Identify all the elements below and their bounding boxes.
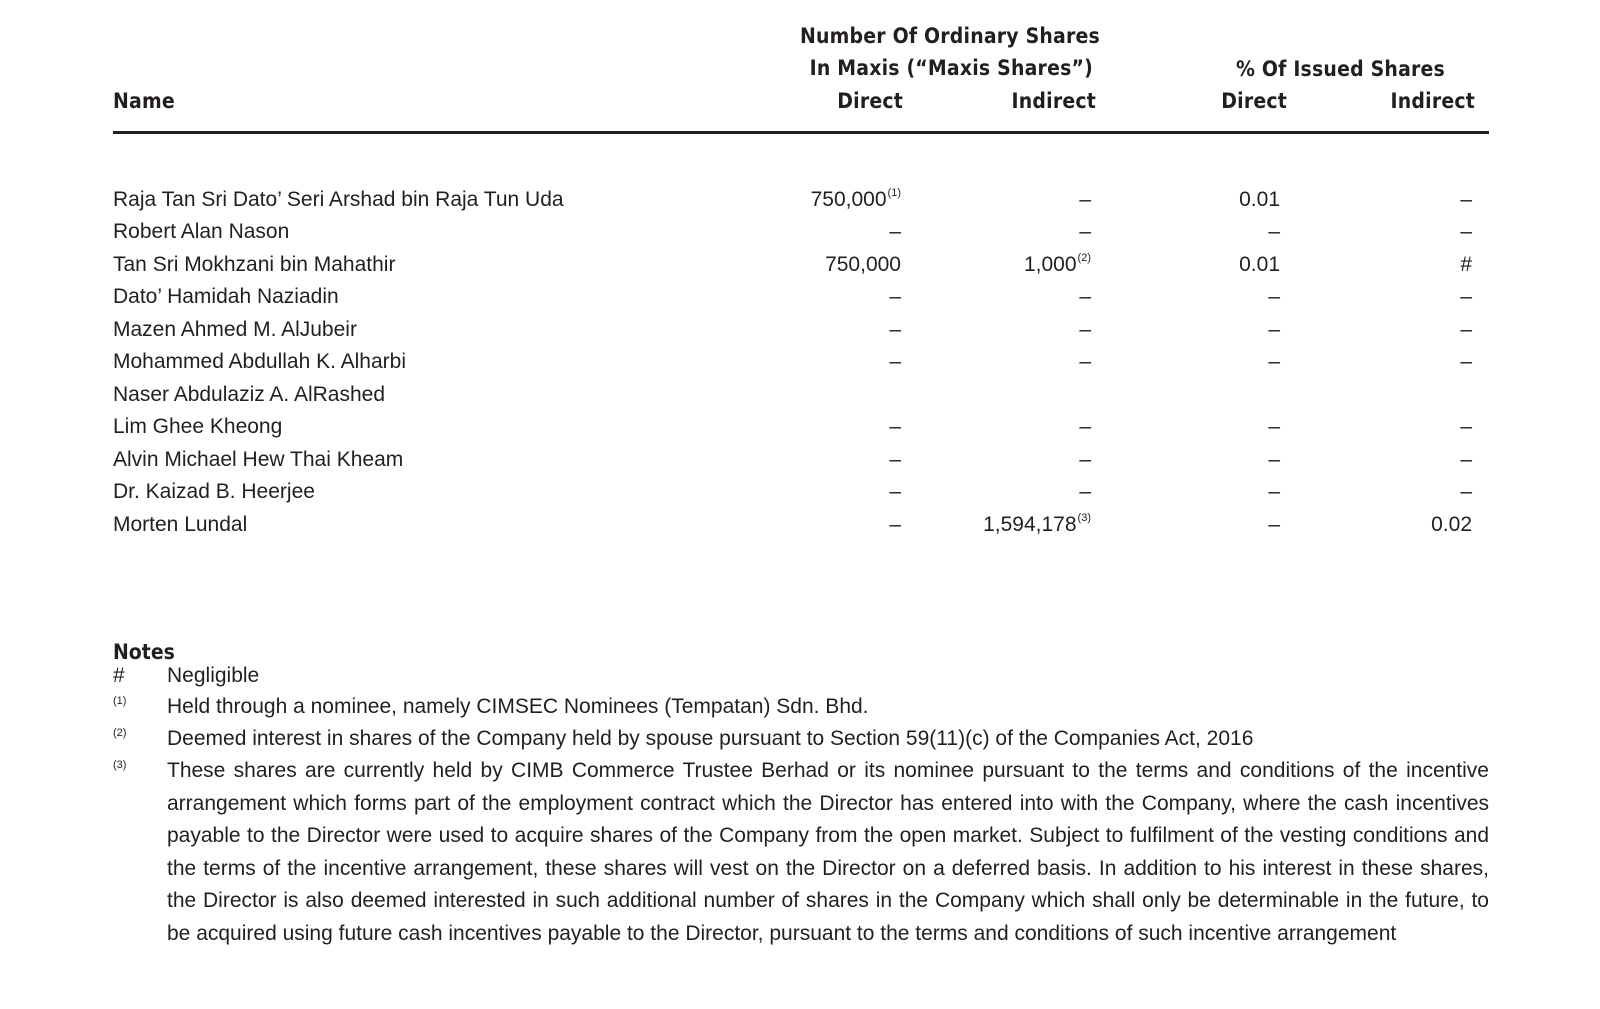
pct-direct-value: – <box>1268 480 1280 504</box>
pct-indirect <box>1460 216 1472 248</box>
header-rule <box>113 131 1489 134</box>
pct-direct-value: – <box>1268 512 1280 536</box>
director-name <box>113 444 403 476</box>
shares-direct-value: – <box>889 285 901 309</box>
header-shares-indirect: Indirect <box>1011 89 1096 113</box>
pct-indirect <box>1460 346 1472 378</box>
shares-indirect-value: – <box>1079 317 1091 341</box>
director-name <box>113 379 385 411</box>
shares-indirect <box>1024 249 1091 281</box>
shares-indirect-value: – <box>1079 480 1091 504</box>
shares-indirect-value: – <box>1079 188 1091 211</box>
director-name-value: Raja Tan Sri Dato’ Seri Arshad bin Raja Tun Uda <box>113 188 564 211</box>
shares-indirect <box>1079 411 1091 443</box>
shares-direct <box>889 281 901 313</box>
header-pct-group: % Of Issued Shares <box>1235 57 1445 81</box>
pct-indirect-value: 0.02 <box>1431 512 1472 536</box>
footnote-ref: (1) <box>887 187 901 199</box>
pct-indirect-value: – <box>1460 188 1472 211</box>
director-name-value: Alvin Michael Hew Thai Kheam <box>113 447 404 471</box>
pct-indirect <box>1431 509 1472 541</box>
pct-indirect <box>1460 281 1472 313</box>
header-pct-direct: Direct <box>1221 89 1287 113</box>
director-name <box>113 249 395 281</box>
director-name-value: Morten Lundal <box>113 512 248 536</box>
shares-indirect <box>983 509 1091 541</box>
director-name <box>113 411 282 443</box>
pct-direct-value: – <box>1268 220 1280 244</box>
table-row <box>0 216 1600 248</box>
shares-direct-value: – <box>889 480 901 504</box>
shares-direct <box>889 476 901 508</box>
pct-direct-value: – <box>1268 350 1280 374</box>
director-name <box>113 476 315 508</box>
table-row <box>0 314 1600 346</box>
pct-direct <box>1268 346 1280 378</box>
pct-direct <box>1268 216 1280 248</box>
pct-indirect <box>1460 411 1472 443</box>
shares-direct <box>889 444 901 476</box>
note-text: Deemed interest in shares of the Company held by spouse pursuant to Section 59(11)(c) of the Companies Act, 2016 <box>167 727 1254 750</box>
table-row <box>0 476 1600 508</box>
shares-direct <box>889 216 901 248</box>
pct-direct <box>1239 184 1280 216</box>
pct-indirect <box>1460 476 1472 508</box>
pct-direct <box>1268 509 1280 541</box>
pct-indirect-value: – <box>1460 220 1472 244</box>
pct-indirect-value: – <box>1460 285 1472 309</box>
table-row <box>0 509 1600 541</box>
director-name-value: Tan Sri Mokhzani bin Mahathir <box>113 252 396 276</box>
shares-direct <box>889 346 901 378</box>
note-text: Negligible <box>167 664 260 687</box>
shares-direct-value: – <box>889 415 901 439</box>
director-name-value: Naser Abdulaziz A. AlRashed <box>113 382 385 406</box>
shares-direct-value: – <box>889 317 901 341</box>
shares-direct-value: – <box>889 220 901 244</box>
pct-direct-value: – <box>1268 447 1280 471</box>
director-name <box>113 281 339 313</box>
pct-indirect <box>1460 444 1472 476</box>
pct-direct-value: 0.01 <box>1239 252 1280 276</box>
pct-indirect <box>1460 314 1472 346</box>
pct-direct-value: – <box>1268 285 1280 309</box>
shares-indirect-value: 1,000 <box>1023 252 1077 276</box>
director-name-value: Dato’ Hamidah Naziadin <box>113 285 339 309</box>
pct-direct <box>1268 411 1280 443</box>
table-row <box>0 184 1600 216</box>
pct-indirect-value: – <box>1460 480 1472 504</box>
footnote-ref: (2) <box>1077 251 1091 264</box>
director-name-value: Dr. Kaizad B. Heerjee <box>113 480 315 504</box>
director-name <box>113 314 357 346</box>
director-name-value: Mazen Ahmed M. AlJubeir <box>113 317 357 341</box>
shares-indirect-value: – <box>1079 285 1091 309</box>
note-text: Held through a nominee, namely CIMSEC Nominees (Tempatan) Sdn. Bhd. <box>167 695 869 718</box>
director-name <box>113 216 289 248</box>
pct-indirect-value: # <box>1460 252 1472 276</box>
shares-indirect-value: – <box>1079 220 1091 244</box>
note-text: These shares are currently held by CIMB Commerce Trustee Berhad or its nominee pursuant to the terms and conditions of the incentive arrangement which forms part of the employment contract which the Director has entered into with the Company, where the cash incentives payable to the Director were used to acquire shares of the Company from the open market. Subject to fulfilment of the vesting conditions and the terms of the incentive arrangement, these shares will vest on the Director on a deferred basis. In addition to his interest in these shares, the Director is also deemed interested in such additional number of shares in the Company which shall only be determinable in the future, to be acquired using future cash incentives payable to the Director, pursuant to the terms and conditions of such incentive arrangement <box>167 759 1489 945</box>
header-shares-group-line1: Number Of Ordinary Shares <box>799 24 1100 48</box>
pct-direct <box>1268 281 1280 313</box>
shares-indirect <box>1079 281 1091 313</box>
shares-direct <box>889 509 901 541</box>
shares-indirect-value: – <box>1079 415 1091 439</box>
shares-indirect <box>1079 216 1091 248</box>
director-name-value: Mohammed Abdullah K. Alharbi <box>113 350 407 374</box>
shares-direct <box>811 184 901 216</box>
shares-indirect <box>1079 346 1091 378</box>
header-shares-group-line2: In Maxis (“Maxis Shares”) <box>809 56 1093 80</box>
director-name <box>113 184 564 216</box>
pct-direct <box>1268 476 1280 508</box>
pct-direct-value: 0.01 <box>1239 188 1280 211</box>
pct-indirect <box>1460 184 1472 216</box>
pct-direct <box>1268 444 1280 476</box>
header-pct-indirect: Indirect <box>1390 89 1475 113</box>
shares-indirect <box>1079 314 1091 346</box>
header-shares-direct: Direct <box>837 89 903 113</box>
shares-indirect <box>1079 444 1091 476</box>
shares-indirect-value: – <box>1079 447 1091 471</box>
pct-indirect-value: – <box>1460 447 1472 471</box>
pct-direct-value: – <box>1268 415 1280 439</box>
shares-direct-value: – <box>889 447 901 471</box>
shares-direct <box>889 411 901 443</box>
pct-indirect-value: – <box>1460 350 1472 374</box>
shares-direct-value: – <box>889 512 901 536</box>
header-name: Name <box>113 89 175 113</box>
pct-indirect-value: – <box>1460 317 1472 341</box>
shares-indirect <box>1079 184 1091 216</box>
shares-direct-value: 750,000 <box>825 252 901 276</box>
shares-direct <box>889 314 901 346</box>
director-name-value: Lim Ghee Kheong <box>113 415 283 439</box>
pct-direct <box>1239 249 1280 281</box>
shares-direct-value: – <box>889 350 901 374</box>
notes-title: Notes <box>113 640 175 664</box>
shares-indirect <box>1079 476 1091 508</box>
note-mark: (3) <box>113 759 127 771</box>
table-row <box>0 249 1600 281</box>
shares-direct <box>825 249 901 281</box>
table-row <box>0 379 1600 411</box>
director-name <box>113 346 406 378</box>
table-row <box>0 281 1600 313</box>
note-mark: (1) <box>113 695 127 707</box>
table-row <box>0 411 1600 443</box>
pct-direct <box>1268 314 1280 346</box>
pct-indirect <box>1460 249 1472 281</box>
shares-indirect-value: 1,594,178 <box>983 512 1077 536</box>
table-row <box>0 444 1600 476</box>
shares-direct-value: 750,000 <box>810 188 887 211</box>
shares-indirect-value: – <box>1079 350 1091 374</box>
table-row <box>0 346 1600 378</box>
footnote-ref: (3) <box>1077 511 1091 524</box>
note-mark: # <box>113 664 125 687</box>
director-name <box>113 509 247 541</box>
pct-direct-value: – <box>1268 317 1280 341</box>
pct-indirect-value: – <box>1460 415 1472 439</box>
director-name-value: Robert Alan Nason <box>113 220 290 244</box>
note-mark: (2) <box>113 727 127 739</box>
